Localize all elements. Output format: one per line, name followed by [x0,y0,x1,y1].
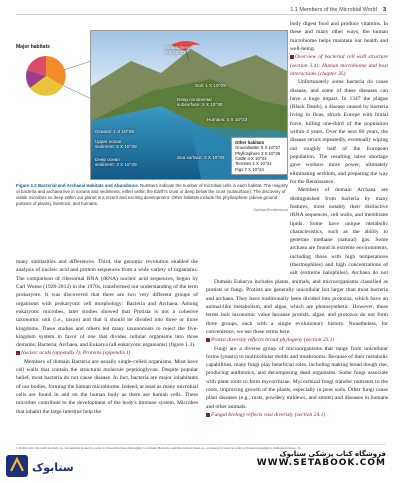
cross-reference-link[interactable]: Overview of bacterial cell wall structure (section 3.4); Human microbiome and host interactions (chapter 35) [290,54,388,77]
figure-1-2 [16,30,286,180]
brand-url[interactable]: WWW.SETABOOK.COM [256,458,386,468]
label-atmosphere: Atmosphere: 5 X 10^23 [165,45,192,56]
logo-text: ستابوک [32,461,74,474]
habitat-photo [90,30,288,180]
label-deep-continental: Deep continental subsurface: 3 X 10^30 [177,97,223,108]
figure-caption [16,183,288,213]
paragraph: Members of domain Archaea are distinguished from bacteria by many features, most notably their distinctive rRNA sequences, cell walls, and membrane lipids. Some have unique metabolic characteristics, such as the ability to generate methane (natural) gas. Some archaea are found in extreme environments, including those with high temperatures (thermophiles) and high concentrations of salt (extreme halophiles). Archaea do not [290,187,388,277]
other-habitat-item: Cattle 4 X 10^24 [235,156,267,162]
watermark-brand [0,449,400,483]
caption-text: Numbers indicate the number of microbial cells in each habitat. The majority of bacteria and archaea live in oceans and sediments, either within the Earth's crust or deep below the crust (subsurface). The discovery of viable microbes so deep within our planet is a recent and exciting development. Other habitats include the phyllosphere (above ground portions of plants), livestock, and humans. [16,183,288,207]
running-header [290,7,386,13]
other-habitat-item: Pigs 7 X 10^23 [235,166,264,172]
paragraph: body digest food and produce vitamins. In these and many other ways, the human microbiome helps maintain our health and well-being. [290,21,388,52]
label-humans: Humans: 4 X 10^23 [207,117,248,122]
label-upper-ocean: Upper ocean sediment: 5 X 10^28 [95,139,137,150]
brand-persian: فروشگاه کتاب پزشکی ستابوک [279,450,386,458]
footnote: 1 In this text, the term bacteria (s., bacterium) is used to refer to those microbes belonging to domain Bacteria, and the term archaea (s., archaeon) is used to refer to those belonging to domain Archaea. In [16,444,386,450]
other-habitat-item: Termites 1 X 10^24 [235,161,272,167]
book-icon [206,413,210,417]
label-soil: Soil: 1 X 10^29 [195,83,226,88]
label-deep-ocean: Deep ocean sediment: 3 X 10^29 [95,157,137,168]
cross-reference-link[interactable]: Fungal biology reflects vast diversity (section 24.1) [206,411,388,419]
label-oceans: Oceans: 1 X 10^29 [95,129,134,134]
cross-reference-link[interactable]: Nucleic acids (appendix I); Proteins (appendix I) [16,349,198,357]
paragraph: Fungi are a diverse group of microorganisms that range from unicellular forms (yeasts) to multicellular molds and mushrooms. Because of their metabolic capabilities, many fungi play beneficial roles, including making bread dough rise, producing antibiotics, and decomposing dead organisms. Some fungi associate with plant roots to form mycorrhizae. Mycorrhizal fungi transfer nutrients to the roots, improving growth of the plants, especially in poor soils. Other fungi cause plant diseases (e.g., rusts, powdery mildews, and smuts) and diseases in humans and other animals. [206,345,388,410]
right-column-top [290,20,388,278]
photo-credit: Salinas/Shutterstock [253,207,288,212]
label-sea-surface: Sea surface: 2 X 10^23 [177,155,225,160]
paragraph: Unfortunately some bacteria do cause disease, and some of these diseases can have a huge impact. In 1347 the plague (Black Death), a disease caused by bacteria living in fleas, struck Europe with brutal force, killing one-third of the population within 4 years. Over the next 80 years, the disease struck repeatedly, eventually wiping out roughly half of the European population. The resulting labor shortage gave workers more power, ultimately eliminating serfdom, and preparing the way for the Renaissance. [290,79,388,185]
right-column-bottom [206,278,388,442]
other-habitat-item: Phyllosphere 2 X 10^26 [235,150,281,156]
pie-svg [16,30,96,100]
pie-title: Major habitats [16,44,50,50]
other-habitat-item: Groundwater 5 X 10^27 [235,145,281,151]
cross-reference-link[interactable]: Protist diversity reflects broad phylogeny (section 23.1) [206,336,388,344]
paragraph: many similarities and differences. Third, the genomic revolution enabled the analysis of nucleic acid and protein sequences from a wide variety of organisms. The comparison of ribosomal RNA (rRNA) nucleic acid sequences, begun by Carl Woese (1928-2012) in the 1970s, transformed our understanding of the term prokaryote. It was discovered that there are two very different groups of organisms with prokaryotic cell morphology: Bacteria and Archaea. Among eukaryotic microbes, later studies showed that Protista is not a cohesive taxonomic unit (i.e., taxon) and that it should be divided into three or more kingdoms. These studies and others led many taxonomists to reject the five-kingdom system in favor of one that divides cellular organisms into three domains: Bacteria, Archaea, and Eukarya (all eukaryotic organisms) (figure 1.3). [16,259,198,349]
book-icon [16,351,20,355]
other-habitats-box [231,137,288,175]
book-icon [206,338,210,342]
book-icon [290,55,294,59]
setabook-logo [6,451,76,481]
caption-label: Figure 1.2 [16,183,37,188]
brand-text [257,450,386,468]
caption-title: Bacterial and Archaeal Habitats and Abundance. [37,183,139,188]
paragraph: Members of domain Bacteria are usually single-celled organisms. Most have cell walls that contain the structural molecule peptidoglycan. Despite popular belief, most bacteria do not cause disease. In fact, bacteria are major inhabitants of our bodies, forming the human microbiome. Indeed, at least as many microbial cells are found in and on the human body as there are human cells. These microbes contribute to the development of the body's immune system. Microbes that inhabit the large intestine help the [16,358,198,415]
section-title: 1.1 Members of the Microbial World [290,7,377,13]
paragraph: Domain Eukarya includes plants, animals, and microorganisms classified as protists or fungi. Protists are generally unicellular but larger than most bacteria and archaea. They have traditionally been divided into protozoa, which have an animal-like metabolism, and algae, which are photosynthetic. However, these terms lack taxonomic value because protists, algae, and protozoa do not form three groups, each with a single evolutionary history. Nonetheless, for convenience, we use these terms here. [206,279,388,335]
other-habitats-title: Other habitats [235,140,265,145]
header-rule [16,14,386,15]
page-number: 3 [382,7,386,13]
pie-chart [16,30,96,100]
left-column [16,258,198,442]
